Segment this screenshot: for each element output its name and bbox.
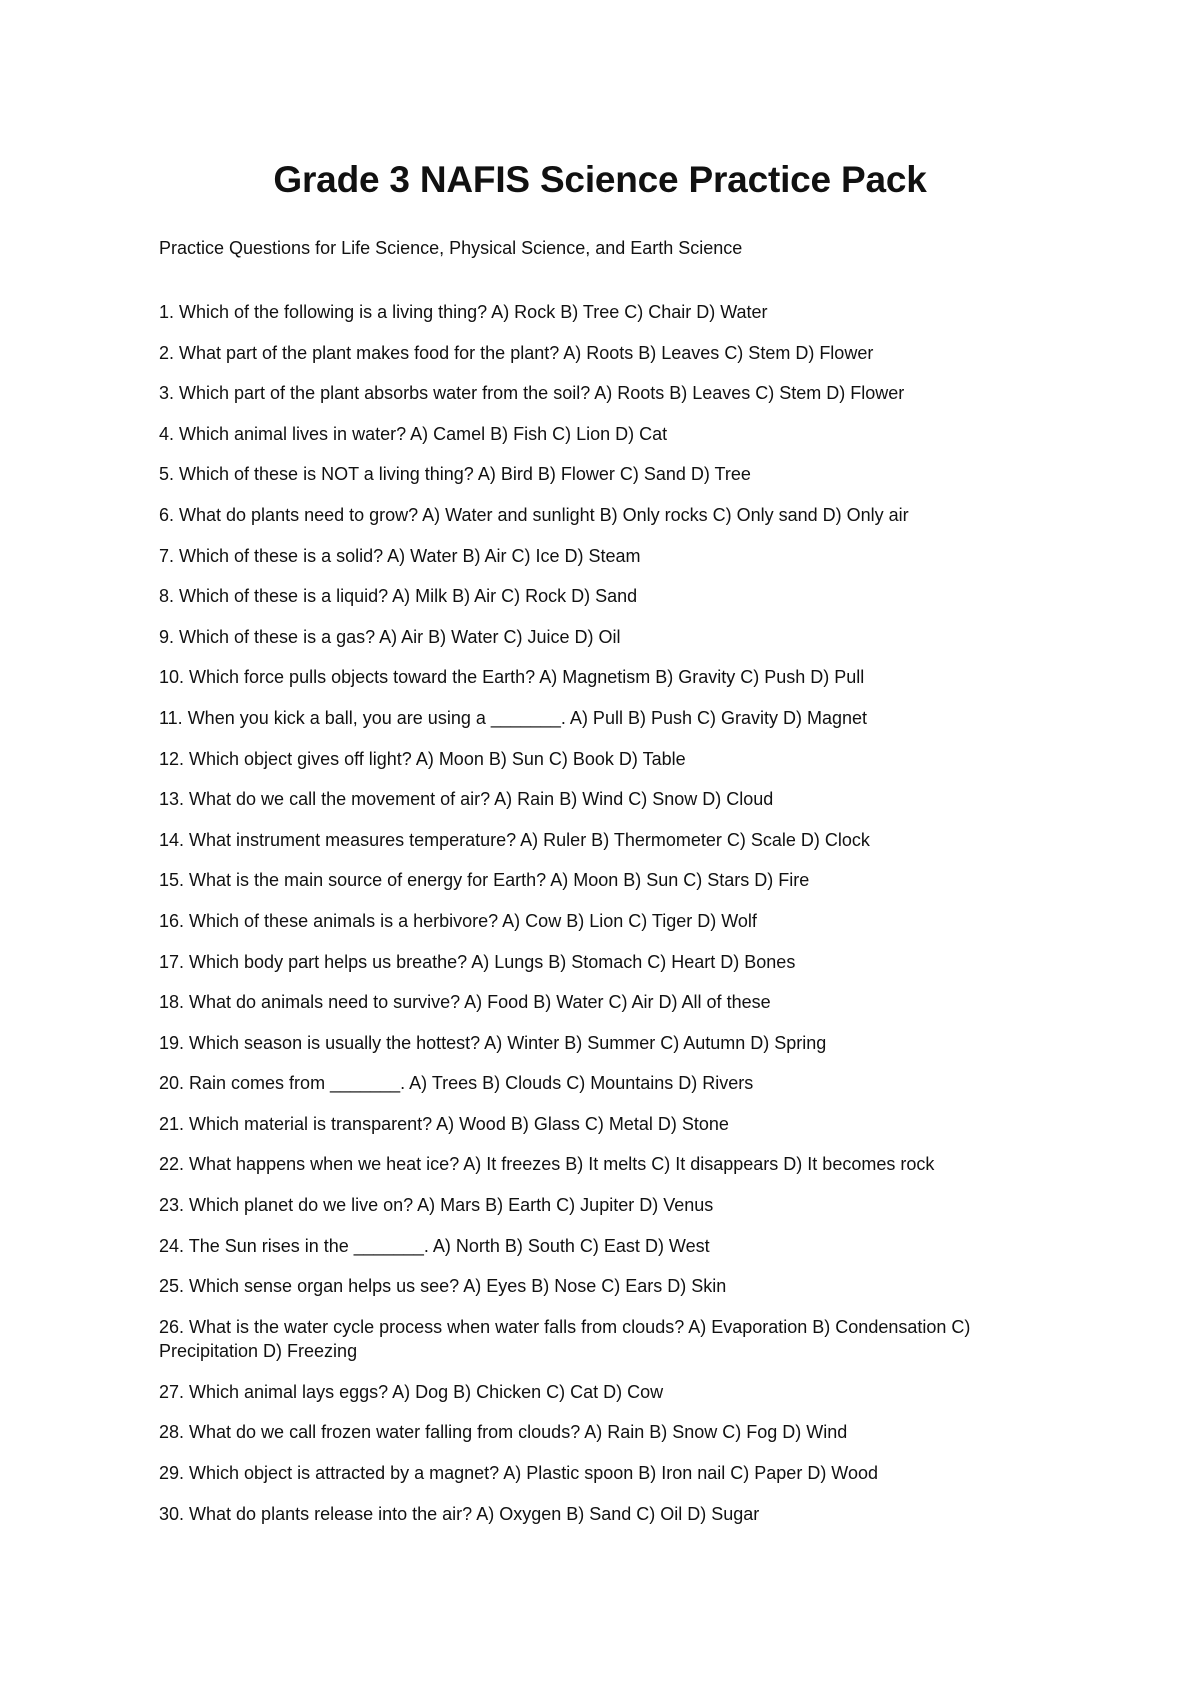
question-12: 12. Which object gives off light? A) Moon B) Sun C) Book D) Table [159,748,686,769]
question-23: 23. Which planet do we live on? A) Mars B) Earth C) Jupiter D) Venus [159,1195,714,1216]
question-26: 26. What is the water cycle process when water falls from clouds? A) Evaporation B) Condensation C) Precipitation D) Freezing [159,1316,971,1361]
question-19: 19. Which season is usually the hottest? A) Winter B) Summer C) Autumn D) Spring [159,1032,827,1053]
question-15: 15. What is the main source of energy for Earth? A) Moon B) Sun C) Stars D) Fire [159,870,810,891]
question-20: 20. Rain comes from _______. A) Trees B) Clouds C) Mountains D) Rivers [159,1073,754,1094]
question-16: 16. Which of these animals is a herbivore? A) Cow B) Lion C) Tiger D) Wolf [159,910,757,931]
question-6: 6. What do plants need to grow? A) Water and sunlight B) Only rocks C) Only sand D) Only air [159,504,909,525]
question-1: 1. Which of the following is a living thing? A) Rock B) Tree C) Chair D) Water [159,302,768,322]
page-subtitle: Practice Questions for Life Science, Physical Science, and Earth Science [159,238,743,258]
question-25: 25. Which sense organ helps us see? A) Eyes B) Nose C) Ears D) Skin [159,1276,727,1297]
question-13: 13. What do we call the movement of air? A) Rain B) Wind C) Snow D) Cloud [159,789,774,810]
question-10: 10. Which force pulls objects toward the Earth? A) Magnetism B) Gravity C) Push D) Pull [159,667,865,688]
question-8: 8. Which of these is a liquid? A) Milk B) Air C) Rock D) Sand [159,586,638,607]
question-2: 2. What part of the plant makes food for the plant? A) Roots B) Leaves C) Stem D) Flower [159,342,874,363]
question-29: 29. Which object is attracted by a magnet? A) Plastic spoon B) Iron nail C) Paper D) Wood [159,1463,879,1484]
question-list [159,300,1059,1542]
question-14: 14. What instrument measures temperature? A) Ruler B) Thermometer C) Scale D) Clock [159,829,870,850]
question-7: 7. Which of these is a solid? A) Water B) Air C) Ice D) Steam [159,545,641,566]
question-4: 4. Which animal lives in water? A) Camel B) Fish C) Lion D) Cat [159,423,668,444]
question-28: 28. What do we call frozen water falling from clouds? A) Rain B) Snow C) Fog D) Wind [159,1422,848,1443]
question-30: 30. What do plants release into the air? A) Oxygen B) Sand C) Oil D) Sugar [159,1503,760,1524]
question-18: 18. What do animals need to survive? A) Food B) Water C) Air D) All of these [159,992,771,1013]
question-24: 24. The Sun rises in the _______. A) North B) South C) East D) West [159,1235,710,1256]
question-27: 27. Which animal lays eggs? A) Dog B) Chicken C) Cat D) Cow [159,1381,664,1402]
question-5: 5. Which of these is NOT a living thing? A) Bird B) Flower C) Sand D) Tree [159,464,751,485]
page-title: Grade 3 NAFIS Science Practice Pack [273,159,927,200]
question-9: 9. Which of these is a gas? A) Air B) Water C) Juice D) Oil [159,626,621,647]
question-22: 22. What happens when we heat ice? A) It freezes B) It melts C) It disappears D) It becomes rock [159,1154,935,1175]
question-3: 3. Which part of the plant absorbs water from the soil? A) Roots B) Leaves C) Stem D) Flower [159,383,905,404]
question-11: 11. When you kick a ball, you are using a _______. A) Pull B) Push C) Gravity D) Magnet [159,707,868,728]
question-17: 17. Which body part helps us breathe? A) Lungs B) Stomach C) Heart D) Bones [159,951,796,972]
question-21: 21. Which material is transparent? A) Wood B) Glass C) Metal D) Stone [159,1113,729,1134]
